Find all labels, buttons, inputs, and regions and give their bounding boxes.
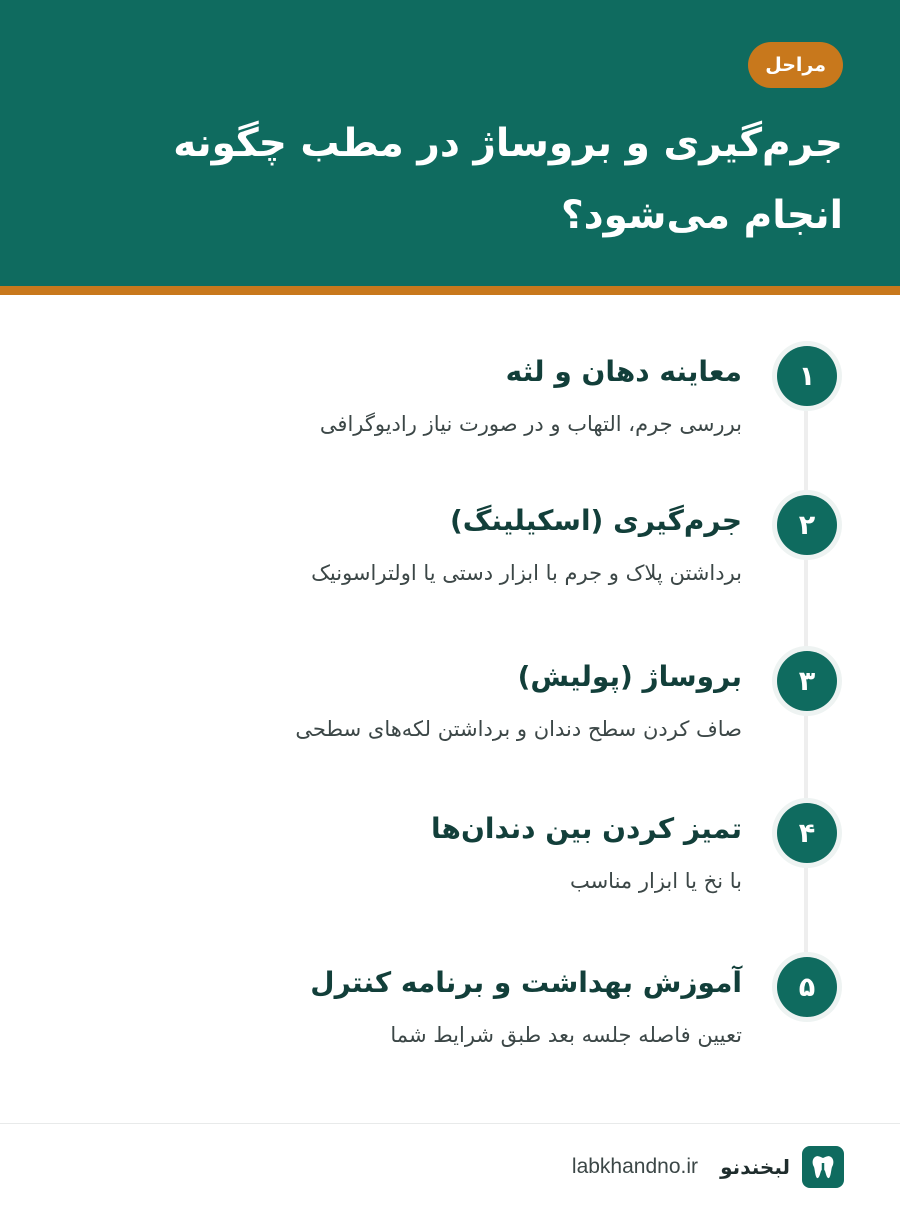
tooth-icon [802, 1146, 844, 1188]
brand-url[interactable]: labkhandno.ir [571, 1155, 698, 1178]
page-title: جرم‌گیری و بروساژ در مطب چگونه انجام می‌شود؟ [173, 121, 843, 238]
step-item [0, 651, 900, 801]
brand-name: لبخندنو [720, 1155, 790, 1179]
step-title: جرم‌گیری (اسکیلینگ) [449, 504, 742, 537]
step-number: ۴ [777, 803, 837, 863]
step-item [0, 803, 900, 953]
step-item [0, 495, 900, 645]
step-description: با نخ یا ابزار مناسب [569, 869, 742, 893]
step-description: تعیین فاصله جلسه بعد طبق شرایط شما [390, 1023, 742, 1047]
step-number: ۱ [777, 346, 837, 406]
footer-divider [0, 1123, 900, 1124]
step-item [0, 957, 900, 1107]
section-badge: مراحل [748, 42, 843, 88]
step-number: ۳ [777, 651, 837, 711]
step-item [0, 346, 900, 496]
step-title: تمیز کردن بین دندان‌ها [431, 812, 742, 845]
step-description: بررسی جرم، التهاب و در صورت نیاز رادیوگرافی [319, 412, 742, 436]
header [0, 0, 900, 286]
step-number: ۵ [777, 957, 837, 1017]
step-description: صاف کردن سطح دندان و برداشتن لکه‌های سطحی [295, 717, 742, 741]
step-title: آموزش بهداشت و برنامه کنترل [310, 966, 742, 999]
step-description: برداشتن پلاک و جرم با ابزار دستی یا اولتراسونیک [311, 561, 742, 585]
step-title: معاینه دهان و لثه [505, 355, 742, 388]
step-title: بروساژ (پولیش) [517, 660, 742, 693]
header-accent-bar [0, 286, 900, 295]
step-number: ۲ [777, 495, 837, 555]
